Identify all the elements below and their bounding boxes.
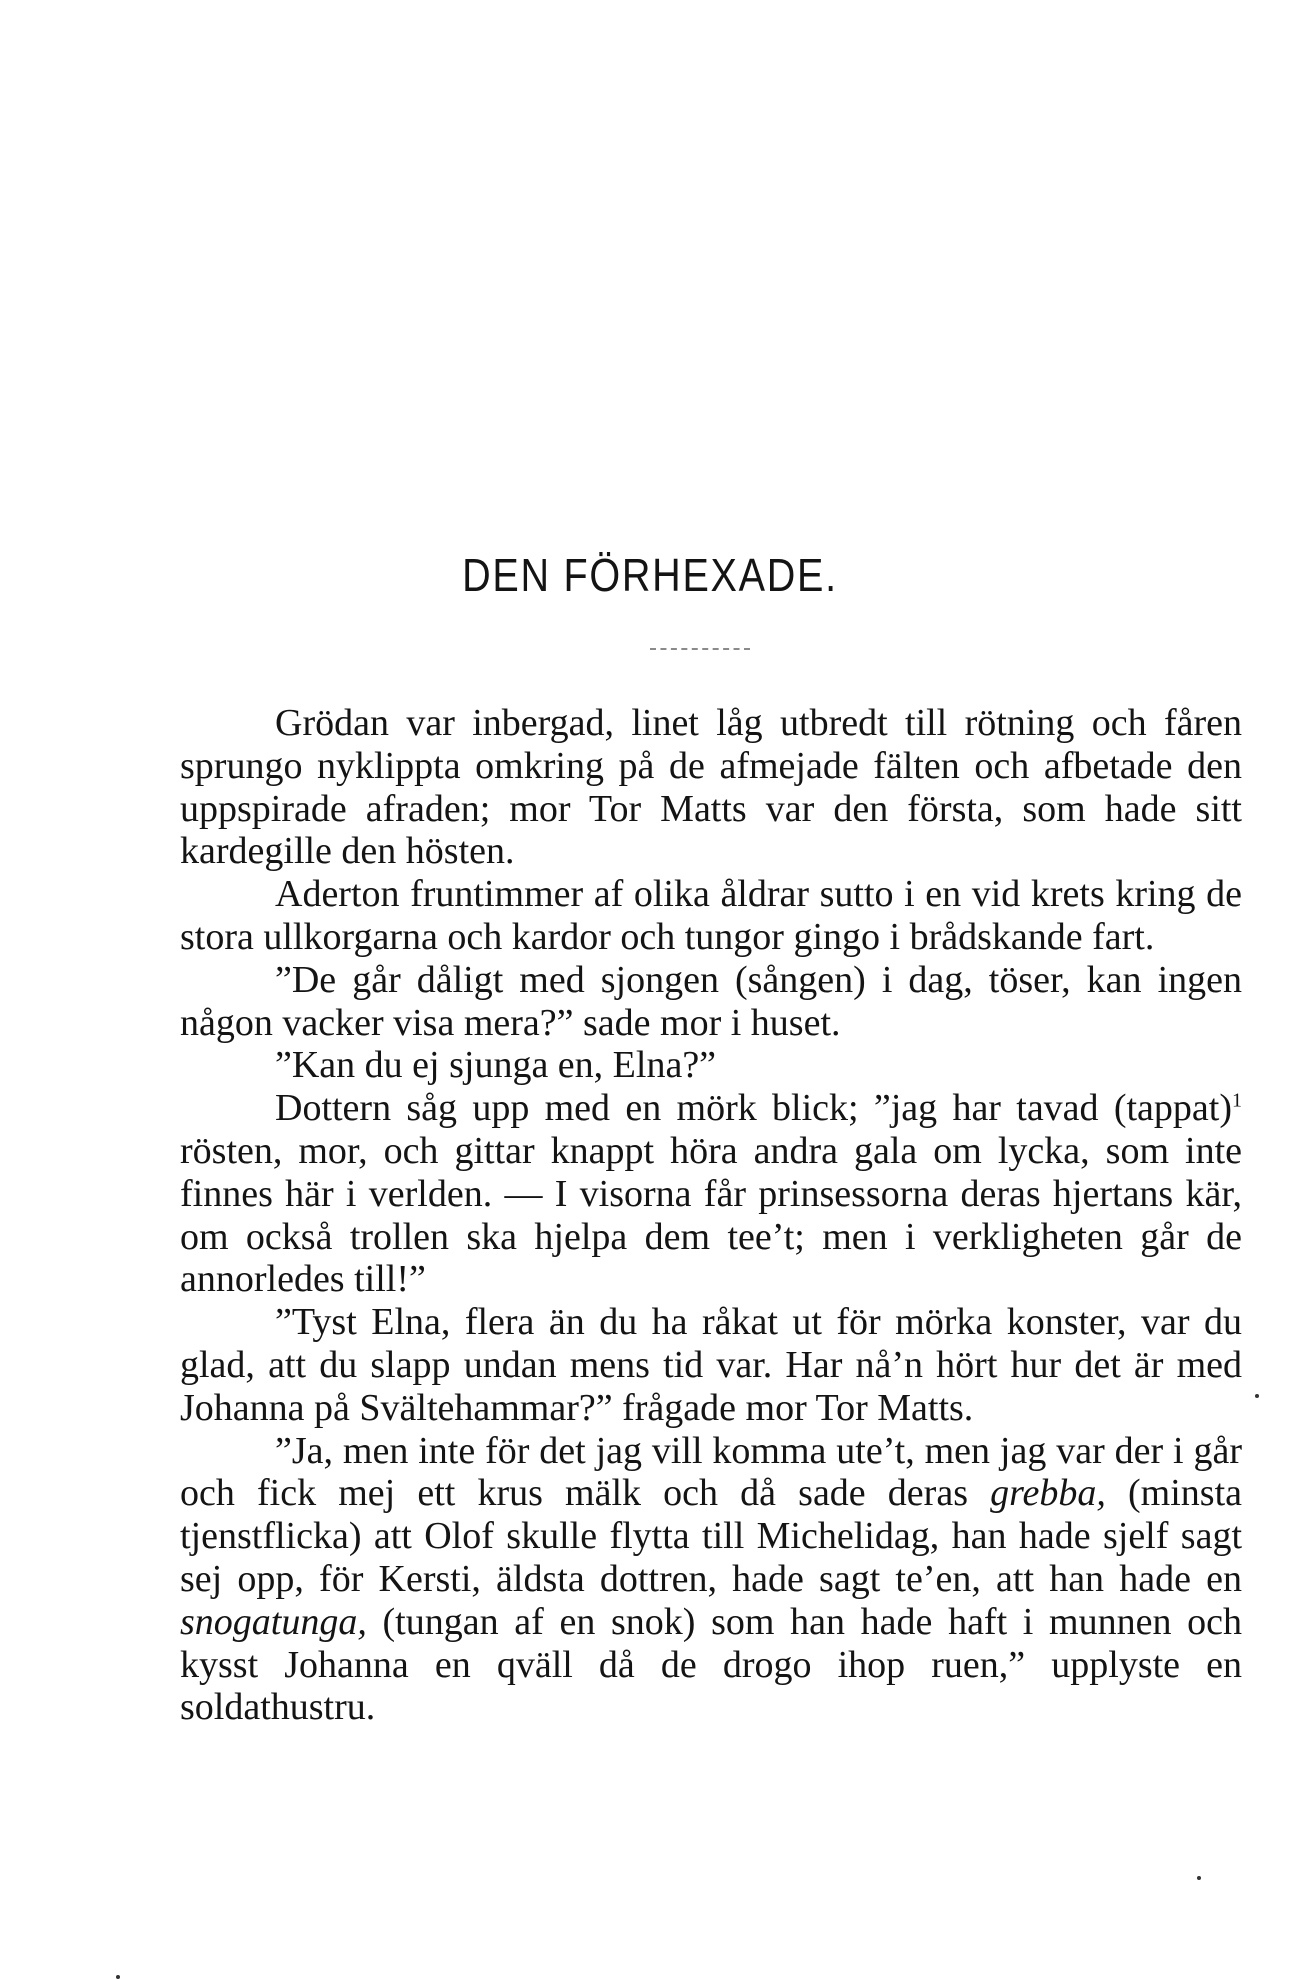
paragraph: Aderton fruntimmer af olika åldrar sutto i en vid krets kring de stora ullkorgarna och kardor och tungor gingo i brådskande fart.	[180, 873, 1242, 958]
paragraph: ”Kan du ej sjunga en, Elna?”	[275, 1044, 717, 1087]
footnote-marker: 1	[1232, 1089, 1242, 1112]
paragraph: Grödan var inbergad, linet låg utbredt till rötning och fåren sprungo nyklippta omkring på de afmejade fälten och afbetade den uppspirade afraden; mor Tor Matts var den första, som hade sitt kardegille den hösten.	[180, 702, 1242, 873]
print-speck	[1197, 1876, 1201, 1880]
print-speck	[1255, 1394, 1259, 1398]
paragraph-text: Dottern såg upp med en mörk blick; ”jag har tavad (tappat)	[275, 1087, 1232, 1130]
chapter-title: DEN FÖRHEXADE.	[462, 549, 838, 601]
paragraph-text: rösten, mor, och gittar knappt höra andra gala om lycka, som inte finnes här i verlden. — I visorna får prinsessorna deras hjertans kär, om också trollen ska hjelpa dem tee’t; men i verkligheten går de annorledes till!”	[180, 1129, 1242, 1301]
paragraph: ”Tyst Elna, flera än du ha råkat ut för mörka konster, var du glad, att du slapp undan mens tid var. Har nå’n hört hur det är med Johanna på Svältehammar?” frågade mor Tor Matts.	[180, 1301, 1242, 1429]
print-speck	[116, 1975, 120, 1979]
body-text	[180, 702, 1242, 1729]
paragraph-text: (tungan af en snok) som han hade haft i munnen och kysst Johanna en qväll då de drogo ihop ruen,” upplyste en soldathustru.	[180, 1600, 1242, 1729]
paragraph-text: ”Ja, men inte för det jag vill komma ute’t, men jag var der i går och fick mej ett krus mälk och då sade deras	[180, 1429, 1242, 1515]
italic-term: grebba,	[990, 1472, 1106, 1515]
paragraph-text: (minsta tjenstflicka) att Olof skulle flytta till Michelidag, han hade sjelf sagt sej opp, för Kersti, äldsta dottren, hade sagt te’en, att han hade en	[180, 1472, 1242, 1600]
title-divider	[650, 648, 750, 650]
paragraph: ”De går dåligt med sjongen (sången) i dag, töser, kan ingen någon vacker visa mera?” sade mor i huset.	[180, 958, 1242, 1044]
italic-term: snogatunga,	[180, 1600, 367, 1643]
paragraph	[180, 1430, 1242, 1730]
paragraph	[180, 1087, 1242, 1301]
